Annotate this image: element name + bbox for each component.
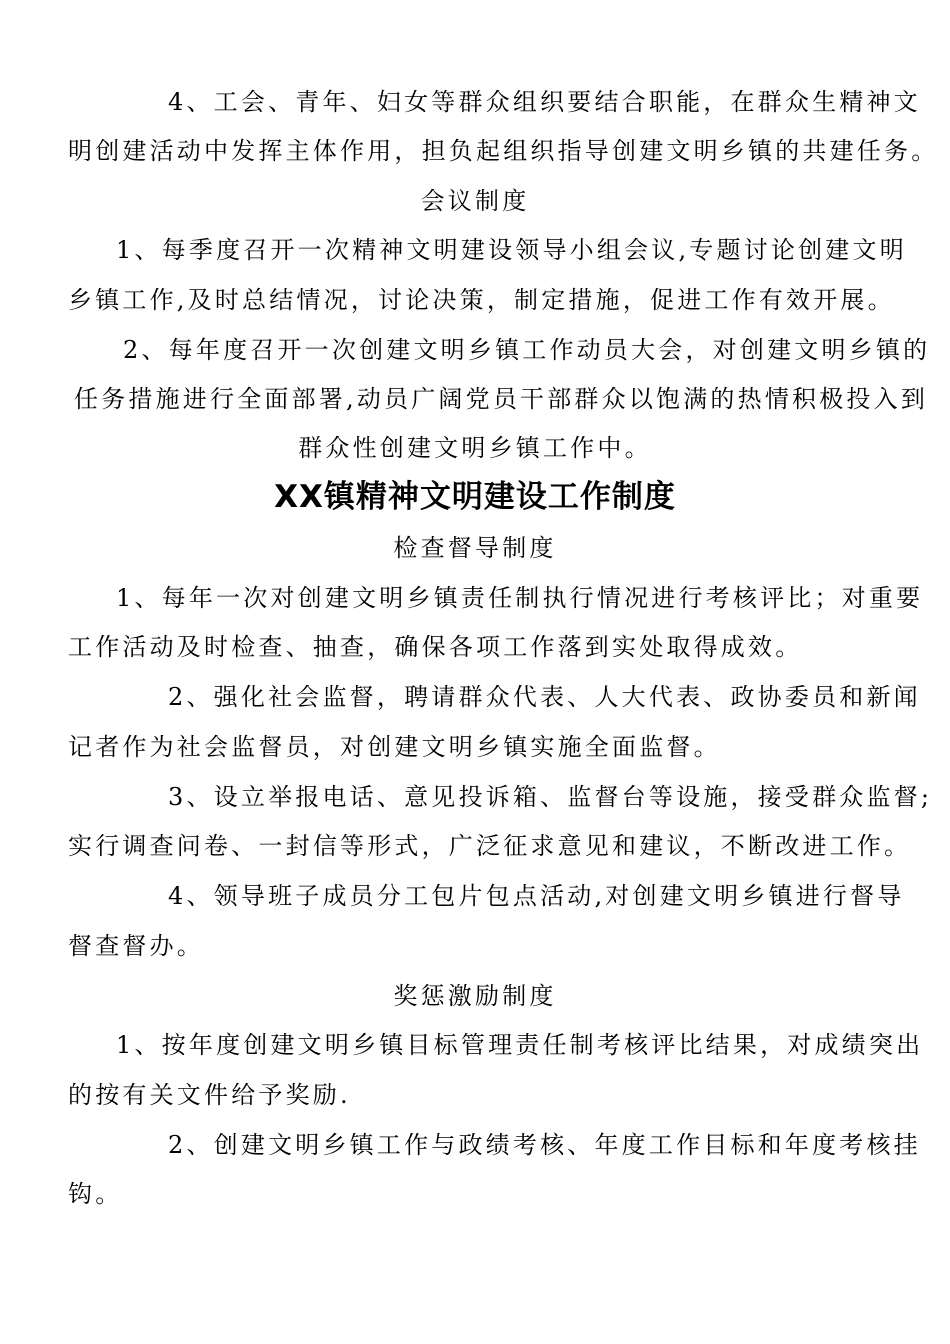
paragraph-line: 明创建活动中发挥主体作用，担负起组织指导创建文明乡镇的共建任务。 [68, 137, 939, 165]
paragraph-line: 群众性创建文明乡镇工作中。 [298, 434, 652, 462]
section-heading-inspection: 检查督导制度 [393, 534, 557, 562]
paragraph-line: 3、设立举报电话、意见投诉箱、监督台等设施，接受群众监督; [168, 783, 933, 811]
paragraph-line: 工作活动及时检查、抽查，确保各项工作落到实处取得成效。 [68, 633, 803, 661]
section-heading-meeting: 会议制度 [420, 187, 530, 215]
paragraph-line: 1、每季度召开一次精神文明建设领导小组会议,专题讨论创建文明 [116, 236, 907, 264]
paragraph-line: 2、强化社会监督，聘请群众代表、人大代表、政协委员和新闻 [168, 683, 921, 711]
paragraph-line: 2、每年度召开一次创建文明乡镇工作动员大会，对创建文明乡镇的 [123, 336, 931, 364]
paragraph-line: 4、领导班子成员分工包片包点活动,对创建文明乡镇进行督导 [168, 882, 905, 910]
paragraph-line: 1、每年一次对创建文明乡镇责任制执行情况进行考核评比；对重要 [116, 584, 924, 612]
paragraph-line: 实行调查问卷、一封信等形式，广泛征求意见和建议，不断改进工作。 [68, 832, 912, 860]
paragraph-line: 督查督办。 [68, 932, 204, 960]
paragraph-line: 乡镇工作,及时总结情况，讨论决策，制定措施，促进工作有效开展。 [68, 286, 895, 314]
section-heading-reward: 奖惩激励制度 [393, 982, 557, 1010]
paragraph-line: 2、创建文明乡镇工作与政绩考核、年度工作目标和年度考核挂 [168, 1131, 921, 1159]
paragraph-line: 记者作为社会监督员，对创建文明乡镇实施全面监督。 [68, 733, 721, 761]
paragraph-line: 1、按年度创建文明乡镇目标管理责任制考核评比结果，对成绩突出 [116, 1031, 924, 1059]
document-title: XX镇精神文明建设工作制度 [274, 479, 676, 515]
paragraph-line: 钩。 [68, 1180, 123, 1208]
paragraph-line: 的按有关文件给予奖励. [68, 1081, 351, 1109]
paragraph-line: 4、工会、青年、妇女等群众组织要结合职能，在群众生精神文 [168, 88, 921, 116]
paragraph-line: 任务措施进行全面部署,动员广阔党员干部群众以饱满的热情积极投入到 [74, 385, 929, 413]
